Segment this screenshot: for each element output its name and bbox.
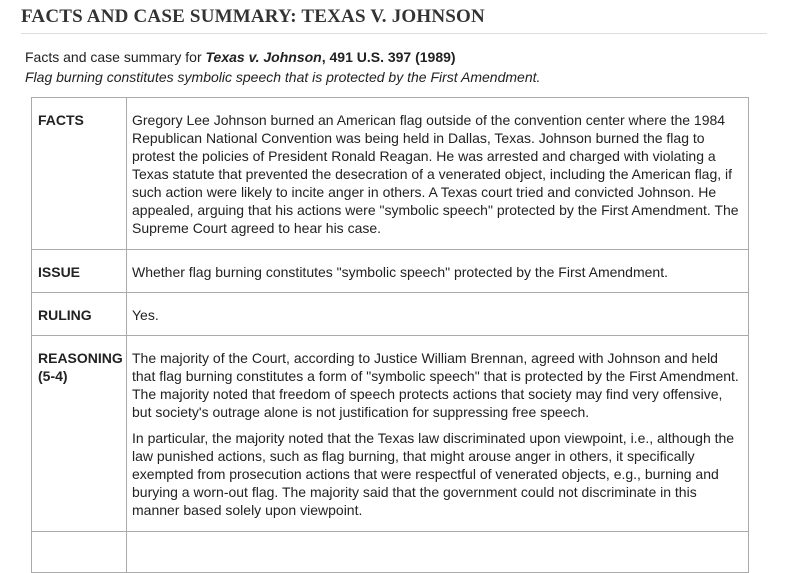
row-content-cell [127,532,749,573]
row-content-cell [127,293,749,336]
row-label-cell [32,532,127,573]
table-row-reasoning [32,336,749,532]
row-content-cell [127,98,749,250]
row-label-cell [32,250,127,293]
row-label-cell [32,336,127,532]
table-row-issue [32,250,749,293]
row-content-cell [127,250,749,293]
title-divider [21,33,767,34]
row-content-cell [127,336,749,532]
row-label: ISSUE [38,264,81,280]
row-label: REASONING [38,350,123,366]
row-paragraph: In particular, the majority noted that the Texas law discriminated upon viewpoint, i.e., although the law punished actions, such as flag burning, that might arouse anger in others, it specifically exempted from prosecution actions that were respectful of venerated objects, e.g., burning and burying a worn-out flag. The majority said that the government could not discriminate in this manner based solely upon viewpoint. [132,430,735,518]
table-row-facts [32,98,749,250]
table-row-ruling [32,293,749,336]
case-citation: , 491 U.S. 397 (1989) [321,49,456,65]
intro-prefix: Facts and case summary for [25,49,206,65]
row-label-cell [32,98,127,250]
case-summary-table [31,97,749,573]
row-label: RULING [38,307,92,323]
page-title: FACTS AND CASE SUMMARY: TEXAS V. JOHNSON [21,6,485,27]
row-paragraph: Gregory Lee Johnson burned an American flag outside of the convention center where the 1984 Republican National Convention was being held in Dallas, Texas. Johnson burned the flag to protest the policies of President Ronald Reagan. He was arrested and charged with violating a Texas statute that prevented the desecration of a venerated object, including the American flag, if such action were likely to incite anger in others. A Texas court tried and convicted Johnson. He appealed, arguing that his actions were "symbolic speech" protected by the First Amendment. The Supreme Court agreed to hear his case. [132,112,739,236]
table-row-continued [32,532,749,573]
case-intro-line [25,47,785,67]
case-holding: Flag burning constitutes symbolic speech that is protected by the First Amendment. [25,69,541,85]
row-label-cell [32,293,127,336]
row-label-sub: (5-4) [38,368,68,384]
case-intro [25,47,785,87]
row-paragraph: Yes. [132,307,159,323]
row-paragraph: Whether flag burning constitutes "symbolic speech" protected by the First Amendment. [132,264,668,280]
row-label: FACTS [38,112,84,128]
case-name: Texas v. Johnson [205,49,322,65]
row-paragraph: The majority of the Court, according to Justice William Brennan, agreed with Johnson and held that flag burning constitutes a form of "symbolic speech" that is protected by the First Amendment. The majority noted that freedom of speech protects actions that society may find very offensive, but society's outrage alone is not justification for suppressing free speech. [132,350,739,420]
